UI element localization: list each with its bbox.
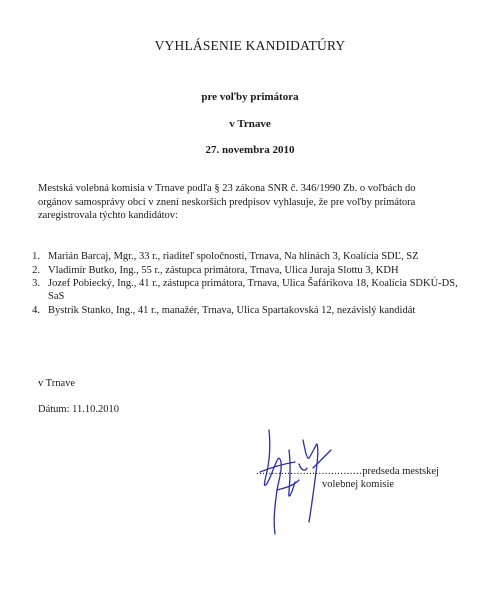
candidate-text: Jozef Pobiecký, Ing., 41 r., zástupca primátora, Trnava, Ulica Šafárikova 18, Koalícia SDKÚ-DS, SaS <box>48 278 458 302</box>
candidate-list <box>22 250 462 317</box>
election-type: pre voľby primátora <box>201 91 299 103</box>
document-title: VYHLÁSENIE KANDIDATÚRY <box>154 38 346 53</box>
election-date: 27. novembra 2010 <box>205 144 295 156</box>
list-item <box>22 304 462 317</box>
handwritten-signature <box>255 410 345 545</box>
list-item <box>22 277 462 303</box>
candidate-number: 3. <box>32 278 40 289</box>
signature-role-line2: volebnej komisie <box>322 479 395 490</box>
candidate-number: 2. <box>32 264 40 276</box>
list-item <box>22 250 462 263</box>
candidate-text: Bystrík Stanko, Ing., 41 r., manažér, Trnava, Ulica Spartakovská 12, nezávislý kandidát <box>48 304 416 316</box>
date-line: Dátum: 11.10.2010 <box>38 404 119 415</box>
candidate-text: Vladimír Butko, Ing., 55 r., zástupca primátora, Trnava, Ulica Juraja Slottu 3, KDH <box>48 264 399 276</box>
candidate-number: 1. <box>32 251 40 262</box>
signature-line <box>256 466 439 477</box>
candidate-number: 4. <box>32 304 40 316</box>
place-line: v Trnave <box>38 378 76 389</box>
signature-role-line1: predseda mestskej <box>362 466 439 477</box>
intro-paragraph: Mestská volebná komisia v Trnave podľa § 23 zákona SNR č. 346/1990 Zb. o voľbách do orgánov samosprávy obcí v znení neskorších predpisov vyhlasuje, že pre voľby primátora zaregistrovala týchto kandidátov: <box>38 183 416 221</box>
signature-dots: .................................. <box>256 466 363 477</box>
candidate-text: Marián Barcaj, Mgr., 33 r., riaditeľ spoločnosti, Trnava, Na hlinách 3, Koalícia SDĽ, SZ <box>48 251 419 262</box>
election-city: v Trnave <box>229 118 271 130</box>
list-item <box>22 264 462 277</box>
